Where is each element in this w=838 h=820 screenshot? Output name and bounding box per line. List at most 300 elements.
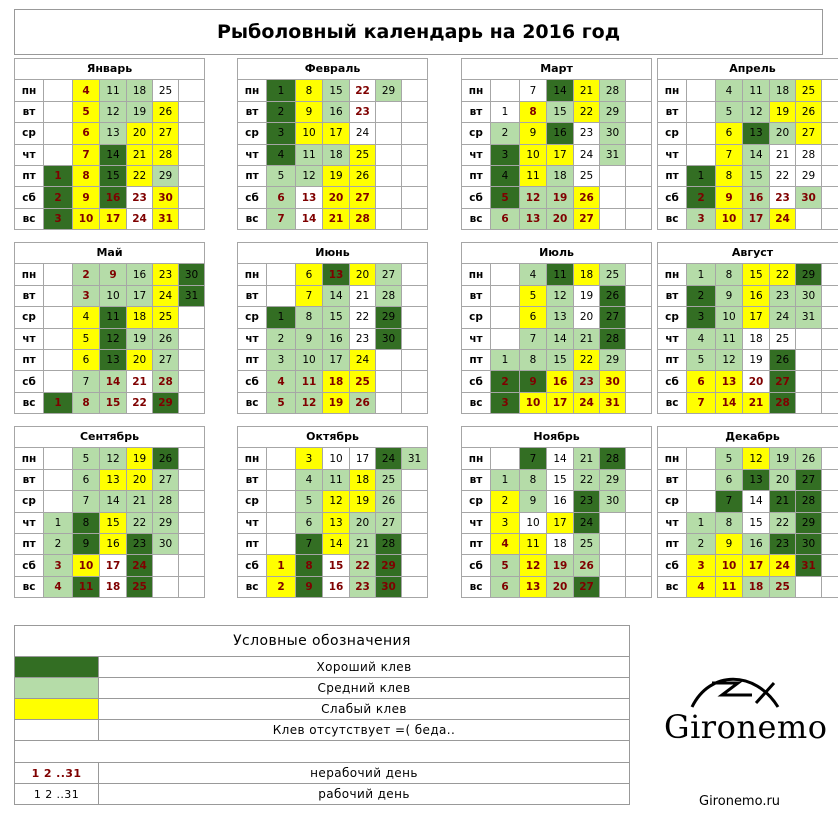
page-title-box: [14, 9, 823, 55]
day-cell: 8: [296, 80, 323, 101]
weekday-label: вт: [238, 469, 267, 490]
day-cell: 29: [153, 392, 179, 413]
day-cell: 21: [350, 285, 376, 306]
legend-swatch-good: [15, 657, 99, 678]
day-cell: 15: [100, 512, 127, 533]
day-cell: 29: [600, 101, 626, 122]
day-cell: 28: [796, 144, 822, 165]
day-cell: [822, 469, 838, 490]
day-cell: 7: [687, 392, 716, 413]
day-cell: 6: [716, 469, 743, 490]
weekday-label: ср: [238, 307, 267, 328]
day-cell: [402, 533, 428, 554]
day-cell: 10: [100, 285, 127, 306]
day-cell: [44, 285, 73, 306]
day-cell: 5: [296, 491, 323, 512]
day-cell: [179, 144, 205, 165]
weekday-label: чт: [658, 328, 687, 349]
day-cell: 7: [520, 328, 547, 349]
day-cell: 29: [600, 469, 626, 490]
day-cell: 8: [520, 469, 547, 490]
weekday-label: вт: [658, 285, 687, 306]
legend-label-weak: Слабый клев: [99, 699, 630, 720]
day-cell: [267, 469, 296, 490]
month-table: [237, 242, 428, 414]
day-cell: 10: [323, 448, 350, 469]
day-cell: 9: [296, 576, 323, 597]
day-cell: 8: [73, 165, 100, 186]
day-cell: 16: [100, 187, 127, 208]
day-cell: 21: [770, 491, 796, 512]
day-cell: [402, 264, 428, 285]
weekday-label: пн: [462, 80, 491, 101]
month-table: [657, 58, 838, 230]
day-cell: 2: [44, 187, 73, 208]
day-cell: [179, 123, 205, 144]
month-name: Февраль: [238, 59, 428, 80]
day-cell: 26: [153, 101, 179, 122]
day-cell: 1: [491, 101, 520, 122]
day-cell: 4: [687, 576, 716, 597]
day-cell: 17: [743, 208, 770, 229]
day-cell: 19: [547, 187, 574, 208]
weekday-label: пн: [658, 448, 687, 469]
day-cell: 7: [716, 144, 743, 165]
day-cell: 5: [267, 165, 296, 186]
day-cell: 12: [323, 491, 350, 512]
month-name: Май: [15, 243, 205, 264]
day-cell: 24: [127, 555, 153, 576]
day-cell: 30: [600, 371, 626, 392]
day-cell: 2: [73, 264, 100, 285]
day-cell: 7: [520, 80, 547, 101]
weekday-label: ср: [15, 123, 44, 144]
day-cell: 5: [716, 101, 743, 122]
day-cell: 26: [796, 101, 822, 122]
day-cell: 12: [296, 392, 323, 413]
day-cell: [402, 469, 428, 490]
month-name: Апрель: [658, 59, 838, 80]
day-cell: 15: [547, 349, 574, 370]
day-cell: 6: [73, 469, 100, 490]
day-cell: [402, 123, 428, 144]
day-cell: 2: [44, 533, 73, 554]
weekday-label: сб: [462, 371, 491, 392]
day-cell: [600, 533, 626, 554]
day-cell: 9: [73, 533, 100, 554]
day-cell: 26: [574, 187, 600, 208]
day-cell: 1: [267, 80, 296, 101]
day-cell: 7: [73, 371, 100, 392]
day-cell: 20: [770, 469, 796, 490]
day-cell: 24: [376, 448, 402, 469]
weekday-label: сб: [658, 187, 687, 208]
day-cell: [179, 469, 205, 490]
day-cell: 20: [574, 307, 600, 328]
weekday-label: вс: [462, 208, 491, 229]
weekday-label: сб: [15, 187, 44, 208]
day-cell: [179, 448, 205, 469]
day-cell: 5: [687, 349, 716, 370]
day-cell: [822, 165, 838, 186]
day-cell: 16: [100, 533, 127, 554]
day-cell: 15: [323, 307, 350, 328]
day-cell: 31: [796, 307, 822, 328]
day-cell: 28: [770, 392, 796, 413]
day-cell: 22: [574, 101, 600, 122]
day-cell: 25: [376, 469, 402, 490]
weekday-label: пт: [15, 165, 44, 186]
weekday-label: пн: [15, 264, 44, 285]
weekday-label: пн: [15, 448, 44, 469]
day-cell: [376, 123, 402, 144]
day-cell: [600, 208, 626, 229]
day-cell: 19: [127, 328, 153, 349]
day-cell: 12: [100, 328, 127, 349]
day-cell: [402, 187, 428, 208]
day-cell: 25: [796, 80, 822, 101]
day-cell: 18: [547, 533, 574, 554]
day-cell: 28: [600, 80, 626, 101]
weekday-label: пн: [15, 80, 44, 101]
day-cell: 9: [716, 285, 743, 306]
day-cell: 9: [73, 187, 100, 208]
day-cell: [822, 448, 838, 469]
day-cell: 4: [296, 469, 323, 490]
day-cell: 11: [716, 576, 743, 597]
day-cell: [822, 123, 838, 144]
day-cell: [822, 208, 838, 229]
month-table: [657, 242, 838, 414]
day-cell: [626, 101, 652, 122]
day-cell: [626, 371, 652, 392]
day-cell: 26: [153, 448, 179, 469]
day-cell: 26: [350, 392, 376, 413]
day-cell: 16: [323, 328, 350, 349]
day-cell: 22: [770, 165, 796, 186]
day-cell: 29: [600, 349, 626, 370]
day-cell: 6: [296, 512, 323, 533]
day-cell: [626, 208, 652, 229]
month-table: [237, 58, 428, 230]
legend-workday-sample: 1 2 ..31: [15, 784, 99, 805]
day-cell: 25: [770, 576, 796, 597]
day-cell: 12: [520, 187, 547, 208]
day-cell: 3: [44, 555, 73, 576]
day-cell: 2: [267, 576, 296, 597]
day-cell: 17: [100, 555, 127, 576]
weekday-label: вт: [238, 101, 267, 122]
day-cell: 17: [743, 307, 770, 328]
day-cell: 23: [770, 533, 796, 554]
day-cell: [402, 555, 428, 576]
legend-holiday-sample: 1 2 ..31: [15, 763, 99, 784]
day-cell: [626, 307, 652, 328]
day-cell: 21: [127, 371, 153, 392]
day-cell: 29: [796, 264, 822, 285]
day-cell: 28: [376, 285, 402, 306]
weekday-label: пт: [462, 349, 491, 370]
day-cell: 18: [127, 307, 153, 328]
day-cell: 18: [127, 80, 153, 101]
day-cell: [179, 491, 205, 512]
day-cell: [491, 307, 520, 328]
day-cell: [267, 285, 296, 306]
day-cell: 31: [179, 285, 205, 306]
day-cell: 30: [796, 187, 822, 208]
day-cell: 26: [376, 491, 402, 512]
month-table: [14, 242, 205, 414]
day-cell: 21: [743, 392, 770, 413]
legend-swatch-none: [15, 720, 99, 741]
weekday-label: пт: [238, 165, 267, 186]
day-cell: 14: [547, 328, 574, 349]
weekday-label: вс: [658, 208, 687, 229]
day-cell: 17: [743, 555, 770, 576]
day-cell: [600, 576, 626, 597]
day-cell: 22: [127, 392, 153, 413]
day-cell: 1: [491, 349, 520, 370]
day-cell: 30: [153, 533, 179, 554]
day-cell: 18: [100, 576, 127, 597]
month-name: Декабрь: [658, 427, 838, 448]
day-cell: 10: [520, 392, 547, 413]
day-cell: 10: [296, 349, 323, 370]
day-cell: [626, 187, 652, 208]
day-cell: [44, 491, 73, 512]
logo-text: Gironemo: [664, 708, 828, 746]
day-cell: 30: [600, 491, 626, 512]
day-cell: [179, 371, 205, 392]
day-cell: 18: [770, 80, 796, 101]
weekday-label: ср: [15, 491, 44, 512]
day-cell: 24: [350, 123, 376, 144]
day-cell: 22: [350, 80, 376, 101]
day-cell: [491, 448, 520, 469]
weekday-label: пт: [238, 349, 267, 370]
day-cell: 6: [491, 576, 520, 597]
day-cell: [179, 101, 205, 122]
site-link[interactable]: Gironemo.ru: [699, 794, 781, 809]
weekday-label: чт: [15, 328, 44, 349]
day-cell: 13: [716, 371, 743, 392]
day-cell: 25: [350, 371, 376, 392]
day-cell: 27: [574, 576, 600, 597]
day-cell: 23: [770, 285, 796, 306]
day-cell: 4: [267, 371, 296, 392]
day-cell: [402, 392, 428, 413]
day-cell: 26: [153, 328, 179, 349]
day-cell: [179, 307, 205, 328]
weekday-label: ср: [658, 307, 687, 328]
month-name: Сентябрь: [15, 427, 205, 448]
day-cell: 5: [716, 448, 743, 469]
day-cell: [267, 491, 296, 512]
day-cell: [687, 144, 716, 165]
legend-workday-label: рабочий день: [99, 784, 630, 805]
day-cell: 26: [600, 285, 626, 306]
weekday-label: пт: [658, 533, 687, 554]
day-cell: 3: [687, 208, 716, 229]
day-cell: 1: [44, 392, 73, 413]
weekday-label: вт: [658, 101, 687, 122]
day-cell: 9: [296, 101, 323, 122]
day-cell: 13: [100, 469, 127, 490]
day-cell: 3: [73, 285, 100, 306]
weekday-label: вс: [238, 208, 267, 229]
day-cell: 5: [73, 448, 100, 469]
day-cell: 11: [100, 307, 127, 328]
day-cell: 13: [100, 123, 127, 144]
day-cell: [491, 328, 520, 349]
day-cell: 7: [296, 285, 323, 306]
day-cell: [822, 349, 838, 370]
day-cell: 12: [743, 448, 770, 469]
day-cell: 5: [73, 328, 100, 349]
weekday-label: сб: [238, 371, 267, 392]
day-cell: 9: [296, 328, 323, 349]
weekday-label: ср: [462, 123, 491, 144]
day-cell: 16: [547, 371, 574, 392]
day-cell: 30: [376, 576, 402, 597]
day-cell: [822, 533, 838, 554]
weekday-label: вс: [238, 576, 267, 597]
day-cell: 27: [350, 187, 376, 208]
weekday-label: вт: [658, 469, 687, 490]
month-table: [237, 426, 428, 598]
month-table: [461, 58, 652, 230]
day-cell: 11: [520, 165, 547, 186]
day-cell: 24: [770, 307, 796, 328]
day-cell: [822, 555, 838, 576]
day-cell: [376, 392, 402, 413]
day-cell: 17: [547, 392, 574, 413]
day-cell: [796, 208, 822, 229]
day-cell: [626, 144, 652, 165]
day-cell: [376, 349, 402, 370]
day-cell: 8: [716, 512, 743, 533]
day-cell: 10: [716, 307, 743, 328]
day-cell: 30: [153, 187, 179, 208]
day-cell: 15: [323, 80, 350, 101]
day-cell: [402, 80, 428, 101]
day-cell: 6: [716, 123, 743, 144]
day-cell: 28: [153, 371, 179, 392]
day-cell: [179, 533, 205, 554]
day-cell: 13: [323, 512, 350, 533]
day-cell: 4: [73, 80, 100, 101]
day-cell: 9: [520, 371, 547, 392]
day-cell: [267, 533, 296, 554]
day-cell: 6: [520, 307, 547, 328]
day-cell: [687, 80, 716, 101]
day-cell: 20: [350, 512, 376, 533]
day-cell: 1: [491, 469, 520, 490]
day-cell: 3: [491, 392, 520, 413]
day-cell: [179, 349, 205, 370]
day-cell: 23: [574, 123, 600, 144]
day-cell: 27: [376, 264, 402, 285]
day-cell: 13: [520, 208, 547, 229]
day-cell: 28: [153, 144, 179, 165]
day-cell: [267, 512, 296, 533]
legend-spacer: [15, 741, 630, 763]
day-cell: 11: [716, 328, 743, 349]
day-cell: 18: [743, 328, 770, 349]
day-cell: 30: [600, 123, 626, 144]
weekday-label: сб: [658, 555, 687, 576]
day-cell: [44, 307, 73, 328]
day-cell: 15: [547, 101, 574, 122]
day-cell: 19: [770, 101, 796, 122]
day-cell: [44, 448, 73, 469]
day-cell: 10: [296, 123, 323, 144]
day-cell: [376, 165, 402, 186]
day-cell: 21: [574, 328, 600, 349]
day-cell: [491, 285, 520, 306]
day-cell: 20: [770, 123, 796, 144]
weekday-label: пн: [238, 80, 267, 101]
day-cell: [822, 307, 838, 328]
day-cell: 23: [770, 187, 796, 208]
day-cell: [822, 512, 838, 533]
day-cell: 31: [600, 392, 626, 413]
weekday-label: чт: [462, 328, 491, 349]
day-cell: 27: [153, 469, 179, 490]
day-cell: [179, 165, 205, 186]
month-name: Ноябрь: [462, 427, 652, 448]
weekday-label: сб: [658, 371, 687, 392]
day-cell: [376, 144, 402, 165]
day-cell: 25: [153, 80, 179, 101]
weekday-label: чт: [462, 144, 491, 165]
day-cell: 28: [376, 533, 402, 554]
day-cell: [402, 349, 428, 370]
day-cell: [626, 491, 652, 512]
day-cell: [402, 165, 428, 186]
weekday-label: сб: [238, 555, 267, 576]
day-cell: 1: [267, 307, 296, 328]
weekday-label: ср: [238, 491, 267, 512]
month-table: [461, 426, 652, 598]
day-cell: [822, 576, 838, 597]
day-cell: 20: [350, 264, 376, 285]
day-cell: 20: [547, 576, 574, 597]
day-cell: 27: [796, 123, 822, 144]
day-cell: 25: [350, 144, 376, 165]
page-title: Рыболовный календарь на 2016 год: [216, 21, 621, 43]
day-cell: 3: [491, 144, 520, 165]
day-cell: 5: [267, 392, 296, 413]
legend-table: [14, 625, 630, 805]
day-cell: 25: [574, 533, 600, 554]
day-cell: [626, 392, 652, 413]
day-cell: [822, 101, 838, 122]
day-cell: 19: [770, 448, 796, 469]
day-cell: 1: [687, 512, 716, 533]
day-cell: [402, 491, 428, 512]
day-cell: 16: [547, 491, 574, 512]
weekday-label: вс: [15, 392, 44, 413]
day-cell: 23: [153, 264, 179, 285]
month-name: Июль: [462, 243, 652, 264]
day-cell: [402, 512, 428, 533]
day-cell: 27: [770, 371, 796, 392]
day-cell: [796, 392, 822, 413]
day-cell: 5: [491, 187, 520, 208]
day-cell: 17: [547, 144, 574, 165]
day-cell: 26: [770, 349, 796, 370]
